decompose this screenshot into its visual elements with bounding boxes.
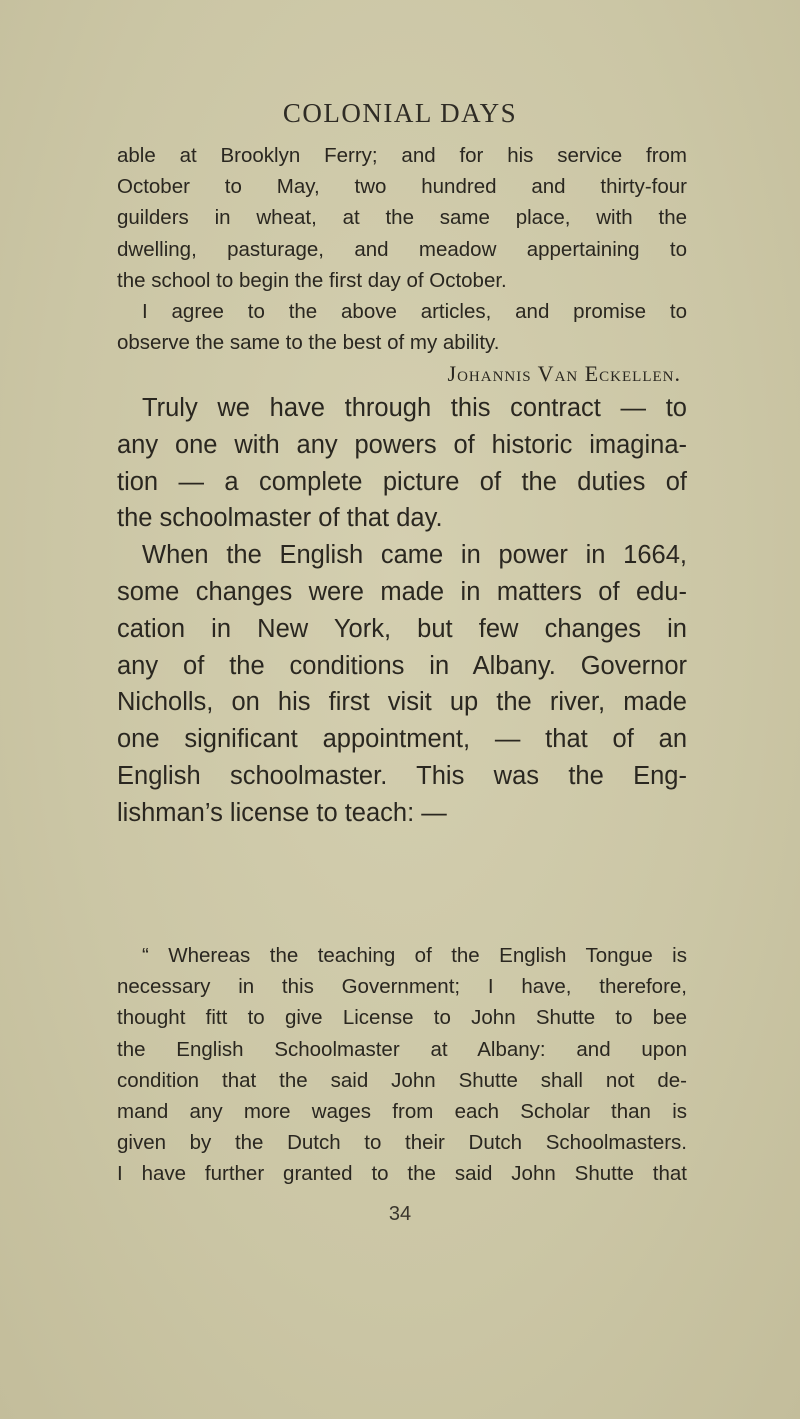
text-line: Nicholls, on his first visit up the river, made: [117, 688, 687, 717]
text-line: cation in New York, but few changes in: [117, 614, 687, 643]
text-line: “ Whereas the teaching of the English Tongue is: [142, 944, 687, 967]
running-head: COLONIAL DAYS: [282, 98, 518, 128]
text-line: dwelling, pasturage, and meadow appertaining to: [117, 237, 687, 261]
text-line: English schoolmaster. This was the Eng-: [117, 761, 687, 790]
page-number: 34: [388, 1203, 412, 1225]
text-line: When the English came in power in 1664,: [142, 541, 687, 570]
text-line: any one with any powers of historic imagina-: [117, 430, 687, 459]
text-line: mand any more wages from each Scholar than is: [117, 1100, 687, 1124]
text-line: guilders in wheat, at the same place, with the: [117, 206, 687, 230]
text-line: one significant appointment, — that of an: [117, 725, 687, 754]
body-text: [117, 390, 687, 832]
text-line: I have further granted to the said John Shutte that: [117, 1162, 687, 1186]
text-line: tion — a complete picture of the duties of: [117, 467, 687, 496]
text-line: some changes were made in matters of edu-: [117, 577, 687, 606]
text-line: the schoolmaster of that day.: [117, 504, 443, 533]
signature: Johannis Van Eckellen.: [447, 361, 681, 387]
text-line: necessary in this Government; I have, therefore,: [117, 975, 687, 999]
text-line: Truly we have through this contract — to: [142, 394, 687, 422]
text-line: thought fitt to give License to John Shutte to bee: [117, 1006, 687, 1030]
text-line: condition that the said John Shutte shall not de-: [117, 1068, 687, 1092]
text-line: the school to begin the first day of October.: [117, 268, 507, 292]
text-line: given by the Dutch to their Dutch Schoolmasters.: [117, 1131, 687, 1155]
text-line: I agree to the above articles, and promise to: [142, 300, 687, 324]
text-line: lishman’s license to teach: —: [117, 798, 447, 827]
license-quotation: [117, 940, 687, 1190]
text-line: October to May, two hundred and thirty-four: [117, 175, 687, 199]
text-line: able at Brooklyn Ferry; and for his service from: [117, 144, 687, 167]
text-line: the English Schoolmaster at Albany: and upon: [117, 1037, 687, 1061]
text-line: any of the conditions in Albany. Governor: [117, 651, 687, 680]
text-line: observe the same to the best of my ability.: [117, 331, 500, 355]
contract-excerpt: [117, 140, 687, 390]
